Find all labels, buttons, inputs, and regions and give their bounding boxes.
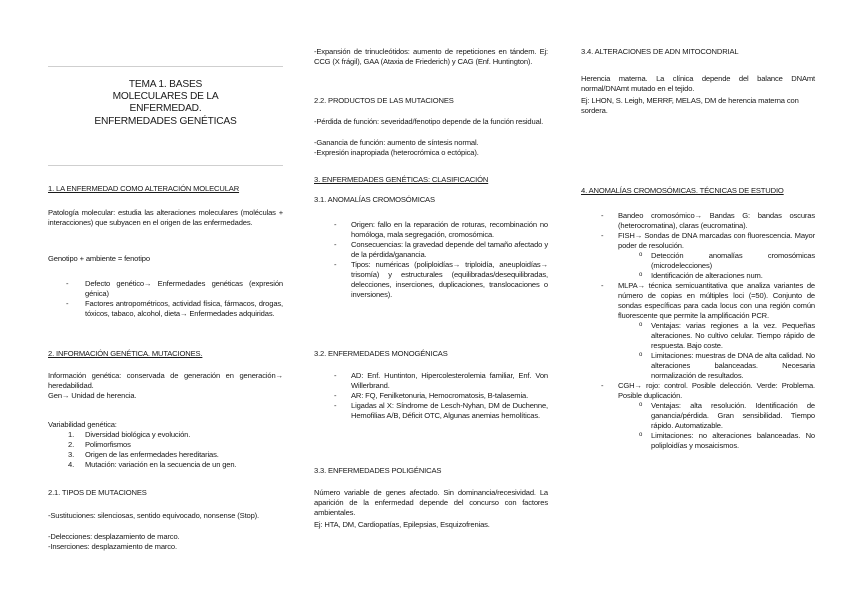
banding-text: Bandeo cromosómico→ Bandas G: bandas oscuras (heterocromatina), claras (eucromatina). xyxy=(618,211,815,231)
list-item xyxy=(314,220,548,240)
mutation-deletions: -Delecciones: desplazamiento de marco. xyxy=(48,532,180,541)
mitochondrial-paragraph: Herencia materna. La clínica depende del balance DNAmt normal/DNAmt mutado en el tejido. xyxy=(581,74,815,94)
list-item xyxy=(314,391,548,401)
list-item-text: Origen: fallo en la reparación de roturas, recombinación no homóloga, mala segregación, cromosómica. xyxy=(351,220,548,240)
list-item xyxy=(48,299,283,319)
list-number: 3. xyxy=(68,450,75,460)
sub-item-text: Limitaciones: muestras de DNA de alta calidad. No alteraciones balanceadas. Necesaria normalización de resultados. xyxy=(651,351,815,381)
dash-marker: - xyxy=(601,381,604,391)
inappropriate-expression: -Expresión inapropiada (heterocrómica o ectópica). xyxy=(314,148,479,157)
list-item xyxy=(314,260,548,300)
dash-marker: - xyxy=(334,220,337,229)
section-1-list xyxy=(48,279,283,319)
list-item-text: Defecto genético→ Enfermedades genéticas (expresión génica) xyxy=(85,279,283,299)
sub-item-text: Ventajas: varias regiones a la vez. Pequeñas alteraciones. No cultivo celular. Tiempo rápido de respuesta. Bajo coste. xyxy=(651,321,815,351)
list-item xyxy=(314,240,548,260)
sub-item-text: Identificación de alteraciones num. xyxy=(651,271,763,281)
cgh-text: CGH→ rojo: control. Posible delección. Verde: Problema. Posible duplicación. xyxy=(618,381,815,401)
techniques-list xyxy=(581,211,815,451)
bullet-marker: o xyxy=(639,432,643,439)
list-item xyxy=(48,440,283,450)
list-item xyxy=(314,401,548,421)
section-2-variability: Variabilidad genética: xyxy=(48,420,117,429)
mutation-substitutions: -Sustituciones: silenciosas, sentido equivocado, nonsense (Stop). xyxy=(48,511,260,520)
section-2-1-heading: 2.1. TIPOS DE MUTACIONES xyxy=(48,488,147,497)
list-item-text: Consecuencias: la gravedad depende del tamaño afectado y de la pérdida/ganancia. xyxy=(351,240,548,260)
list-number: 1. xyxy=(68,430,75,439)
dash-marker: - xyxy=(334,260,337,270)
section-3-3-heading: 3.3. ENFERMEDADES POLIGÉNICAS xyxy=(314,466,442,475)
list-number: 2. xyxy=(68,440,75,450)
list-item xyxy=(581,281,815,321)
bullet-marker: o xyxy=(639,252,643,259)
title-line: MOLECULARES DE LA xyxy=(112,91,219,103)
list-item-text: Mutación: variación en la secuencia de un gen. xyxy=(85,460,237,470)
fish-text: FISH→ Sondas de DNA marcadas con fluorescencia. Mayor poder de resolución. xyxy=(618,231,815,251)
section-2-heading: 2. INFORMACIÓN GENÉTICA. MUTACIONES. xyxy=(48,349,203,358)
dash-marker: - xyxy=(334,240,337,250)
list-item xyxy=(314,371,548,391)
title-box xyxy=(48,66,283,166)
list-item-text: Factores antropométricos, actividad física, fármacos, drogas, tóxicos, tabaco, alcohol, dieta→ Enfermedades adquiridas. xyxy=(85,299,283,319)
title-line: ENFERMEDADES GENÉTICAS xyxy=(94,115,237,127)
bullet-marker: o xyxy=(639,352,643,359)
list-item xyxy=(581,211,815,231)
section-3-heading: 3. ENFERMEDADES GENÉTICAS: CLASIFICACIÓN xyxy=(314,175,489,184)
list-item-text: Tipos: numéricas (poliploidías→ triploidía, aneuploidías→ trisomía) y estructurales (equilibradas/desequilibradas, delecciones, inserciones, duplicaciones, translocaciones o inversiones). xyxy=(351,260,548,300)
section-4-heading: 4. ANOMALÍAS CROMOSÓMICAS. TÉCNICAS DE ESTUDIO xyxy=(581,186,784,195)
sub-item xyxy=(581,401,815,431)
list-item-text: Origen de las enfermedades hereditarias. xyxy=(85,450,219,460)
mutation-insertions: -Inserciones: desplazamiento de marco. xyxy=(48,542,177,551)
title-line: TEMA 1. BASES xyxy=(128,79,203,90)
list-item-text: Diversidad biológica y evolución. xyxy=(85,430,191,439)
dash-marker: - xyxy=(601,281,604,291)
dash-marker: - xyxy=(601,231,604,241)
sub-item xyxy=(581,351,815,381)
list-item xyxy=(48,460,283,470)
dash-marker: - xyxy=(66,279,69,288)
section-1-formula: Genotipo + ambiente = fenotipo xyxy=(48,254,150,263)
sub-item xyxy=(581,251,815,271)
list-item xyxy=(48,450,283,460)
mlpa-text: MLPA→ técnica semicuantitativa que analiza variantes de número de copias en múltiples loci (=50). Conjunto de sondas específicas para cada locus con una región común fluorescente que permite la amplificación PCR. xyxy=(618,281,815,321)
section-2-2-heading: 2.2. PRODUCTOS DE LAS MUTACIONES xyxy=(314,96,454,105)
list-item-text: AR: FQ, Fenilketonuria, Hemocromatosis, B-talasemia. xyxy=(351,391,529,401)
section-1-heading: 1. LA ENFERMEDAD COMO ALTERACIÓN MOLECULAR xyxy=(48,184,240,193)
loss-of-function: -Pérdida de función: severidad/fenotipo depende de la función residual. xyxy=(314,117,544,126)
section-1-paragraph: Patología molecular: estudia las alteraciones moleculares (moléculas + interacciones) que subyacen en el origen de las enfermedades. xyxy=(48,208,283,228)
sub-item-text: Limitaciones: no alteraciones balanceadas. No poliploidías y mosaicismos. xyxy=(651,431,815,451)
list-item xyxy=(48,430,283,440)
dash-marker: - xyxy=(334,401,337,411)
sub-item-text: Detección anomalías cromosómicas (microdelecciones) xyxy=(651,251,815,271)
sub-item xyxy=(581,431,815,451)
section-3-4-heading: 3.4. ALTERACIONES DE ADN MITOCONDRIAL xyxy=(581,47,739,56)
bullet-marker: o xyxy=(639,322,643,329)
sub-item xyxy=(581,321,815,351)
document-title xyxy=(48,79,283,128)
title-line: ENFERMEDAD. xyxy=(129,103,202,115)
list-item-text: Ligadas al X: Síndrome de Lesch-Nyhan, DM de Duchenne, Hemofilias A/B, Déficit OTC, Algunas anemias hemolíticas. xyxy=(351,401,548,421)
list-item-text: Polimorfismos xyxy=(85,440,131,450)
list-item xyxy=(581,231,815,251)
gain-of-function: -Ganancia de función: aumento de síntesis normal. xyxy=(314,138,479,147)
polygenic-examples: Ej: HTA, DM, Cardiopatías, Epilepsias, Esquizofrenias. xyxy=(314,520,490,529)
sub-item-text: Ventajas: alta resolución. Identificación de ganancia/pérdida. Gran sensibilidad. Tiempo rápido. Automatizable. xyxy=(651,401,815,431)
section-3-1-heading: 3.1. ANOMALÍAS CROMOSÓMICAS xyxy=(314,195,435,204)
section-3-2-heading: 3.2. ENFERMEDADES MONOGÉNICAS xyxy=(314,349,448,358)
bullet-marker: o xyxy=(639,402,643,409)
list-number: 4. xyxy=(68,460,75,470)
polygenic-paragraph: Número variable de genes afectado. Sin dominancia/recesividad. La aparición de la enfermedad depende del concurso con factores ambientales. xyxy=(314,488,548,518)
list-item xyxy=(48,279,283,299)
trinucleotide-expansion: -Expansión de trinucleótidos: aumento de repeticiones en tándem. Ej: CCG (X frágil), GAA (Ataxia de Friederich) y CAG (Enf. Huntington). xyxy=(314,47,548,67)
monogenic-list xyxy=(314,371,548,421)
bullet-marker: o xyxy=(639,272,643,279)
section-2-paragraph: Información genética: conservada de generación en generación→ heredabilidad. xyxy=(48,371,283,391)
dash-marker: - xyxy=(334,391,337,401)
list-item xyxy=(581,381,815,401)
sub-item xyxy=(581,271,815,281)
list-item-text: AD: Enf. Huntinton, Hipercolesterolemia familiar, Enf. Von Willerbrand. xyxy=(351,371,548,391)
variability-list xyxy=(48,430,283,470)
mitochondrial-examples: Ej: LHON, S. Leigh, MERRF, MELAS, DM de herencia materna con sordera. xyxy=(581,96,799,116)
dash-marker: - xyxy=(334,371,337,380)
section-2-gene: Gen→ Unidad de herencia. xyxy=(48,391,137,400)
dash-marker: - xyxy=(66,299,69,309)
chromosomal-list xyxy=(314,220,548,300)
dash-marker: - xyxy=(601,211,604,220)
